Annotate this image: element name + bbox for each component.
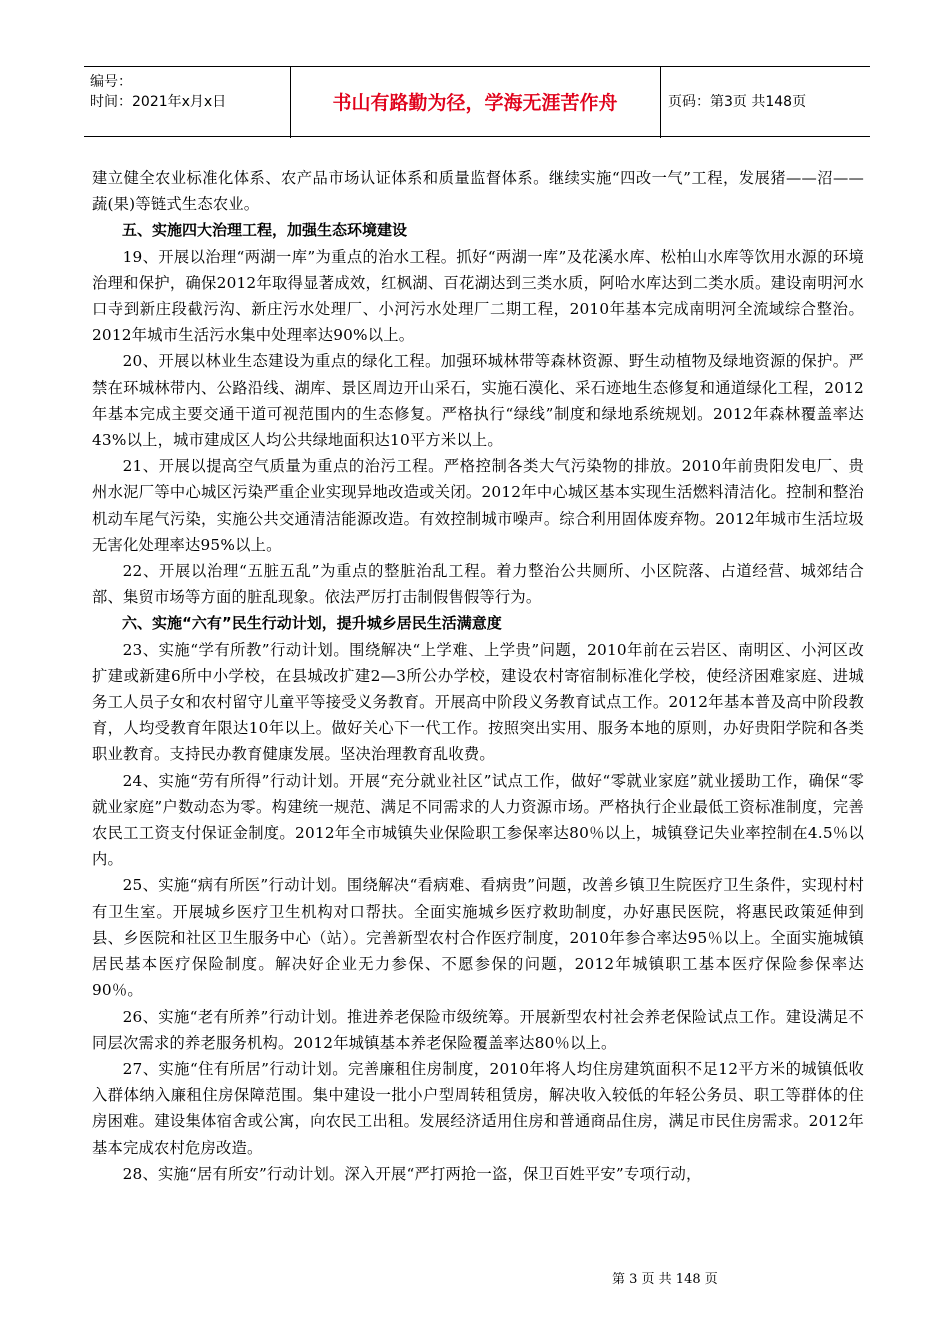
paragraph-22: 22、开展以治理“五脏五乱”为重点的整脏治乱工程。着力整治公共厕所、小区院落、占道经营、城郊结合部、集贸市场等方面的脏乱现象。依法严厉打击制假售假等行为。 — [92, 562, 864, 607]
paragraph-26: 26、实施“老有所养”行动计划。推进养老保险市级统筹。开展新型农村社会养老保险试点工作。建设满足不同层次需求的养老服务机构。2012年城镇基本养老保险覆盖率达80％以上。 — [92, 1007, 864, 1052]
section-heading-6: 六、实施“六有”民生行动计划，提升城乡居民生活满意度 — [122, 614, 502, 633]
paragraph-20: 20、开展以林业生态建设为重点的绿化工程。加强环城林带等森林资源、野生动植物及绿地资源的保护。严禁在环城林带内、公路沿线、湖库、景区周边开山采石，实施石漠化、采石迹地生态修复和通道绿化工程，2012年基本完成主要交通干道可视范围内的生态修复。严格执行“绿线”制度和绿地系统规划。2012年森林覆盖率达43%以上，城市建成区人均公共绿地面积达10平方米以上。 — [92, 352, 864, 450]
paragraph-25: 25、实施“病有所医”行动计划。围绕解决“看病难、看病贵”问题，改善乡镇卫生院医疗卫生条件，实现村村有卫生室。开展城乡医疗卫生机构对口帮扶。全面实施城乡医疗救助制度，办好惠民医院，将惠民政策延伸到县、乡医院和社区卫生服务中心（站）。完善新型农村合作医疗制度，2010年参合率达95％以上。全面实施城镇居民基本医疗保险制度。解决好企业无力参保、不愿参保的问题，2012年城镇职工基本医疗保险参保率达90％。 — [92, 876, 864, 1000]
header-time: 时间：2021年x月x日 — [90, 94, 227, 110]
header-divider-left — [290, 66, 291, 138]
page-header — [84, 66, 870, 138]
header-bottom-rule — [84, 136, 870, 137]
header-motto: 书山有路勤为径，学海无涯苦作舟 — [332, 92, 618, 114]
paragraph-24: 24、实施“劳有所得”行动计划。开展“充分就业社区”试点工作，做好“零就业家庭”就业援助工作，确保“零就业家庭”户数动态为零。构建统一规范、满足不同需求的人力资源市场。严格执行企业最低工资标准制度，完善农民工工资支付保证金制度。2012年全市城镇失业保险职工参保率达80％以上，城镇登记失业率控制在4.5％以内。 — [92, 771, 864, 869]
header-top-rule — [84, 66, 870, 67]
header-page-info: 页码：第3页 共148页 — [668, 94, 807, 110]
header-number: 编号： — [90, 74, 132, 90]
paragraph-21: 21、开展以提高空气质量为重点的治污工程。严格控制各类大气污染物的排放。2010年前贵阳发电厂、贵州水泥厂等中心城区污染严重企业实现异地改造或关闭。2012年中心城区基本实现生活燃料清洁化。控制和整治机动车尾气污染，实施公共交通清洁能源改造。有效控制城市噪声。综合利用固体废弃物。2012年城市生活垃圾无害化处理率达95%以上。 — [92, 457, 864, 554]
paragraph-intro: 建立健全农业标准化体系、农产品市场认证体系和质量监督体系。继续实施“四改一气”工程，发展猪——沼——蔬(果)等链式生态农业。 — [92, 169, 864, 214]
section-heading-5: 五、实施四大治理工程，加强生态环境建设 — [122, 221, 408, 240]
paragraph-28: 28、实施“居有所安”行动计划。深入开展“严打两抢一盗，保卫百姓平安”专项行动， — [122, 1164, 702, 1183]
header-meta — [90, 72, 290, 112]
paragraph-19: 19、开展以治理“两湖一库”为重点的治水工程。抓好“两湖一库”及花溪水库、松柏山水库等饮用水源的环境治理和保护，确保2012年取得显著成效，红枫湖、百花湖达到三类水质，阿哈水库达到二类水质。建设南明河水口寺到新庄段截污沟、新庄污水处理厂、小河污水处理厂二期工程，2010年基本完成南明河全流域综合整治。2012年城市生活污水集中处理率达90%以上。 — [92, 247, 864, 345]
paragraph-23: 23、实施“学有所教”行动计划。围绕解决“上学难、上学贵”问题，2010年前在云岩区、南明区、小河区改扩建或新建6所中小学校，在县城改扩建2—3所公办学校，建设农村寄宿制标准化学校，使经济困难家庭、进城务工人员子女和农村留守儿童平等接受义务教育。开展高中阶段义务教育试点工作。2012年基本普及高中阶段教育，人均受教育年限达10年以上。做好关心下一代工作。按照突出实用、服务本地的原则，办好贵阳学院和各类职业教育。支持民办教育健康发展。坚决治理教育乱收费。 — [92, 640, 864, 764]
header-divider-right — [660, 66, 661, 138]
page-footer: 第 3 页 共 148 页 — [612, 1272, 718, 1287]
paragraph-27: 27、实施“住有所居”行动计划。完善廉租住房制度，2010年将人均住房建筑面积不足12平方米的城镇低收入群体纳入廉租住房保障范围。集中建设一批小户型周转租赁房，解决收入较低的年轻公务员、职工等群体的住房困难。建设集体宿舍或公寓，向农民工出租。发展经济适用住房和普通商品住房，满足市民住房需求。2012年基本完成农村危房改造。 — [92, 1059, 864, 1157]
document-body — [92, 165, 864, 1187]
